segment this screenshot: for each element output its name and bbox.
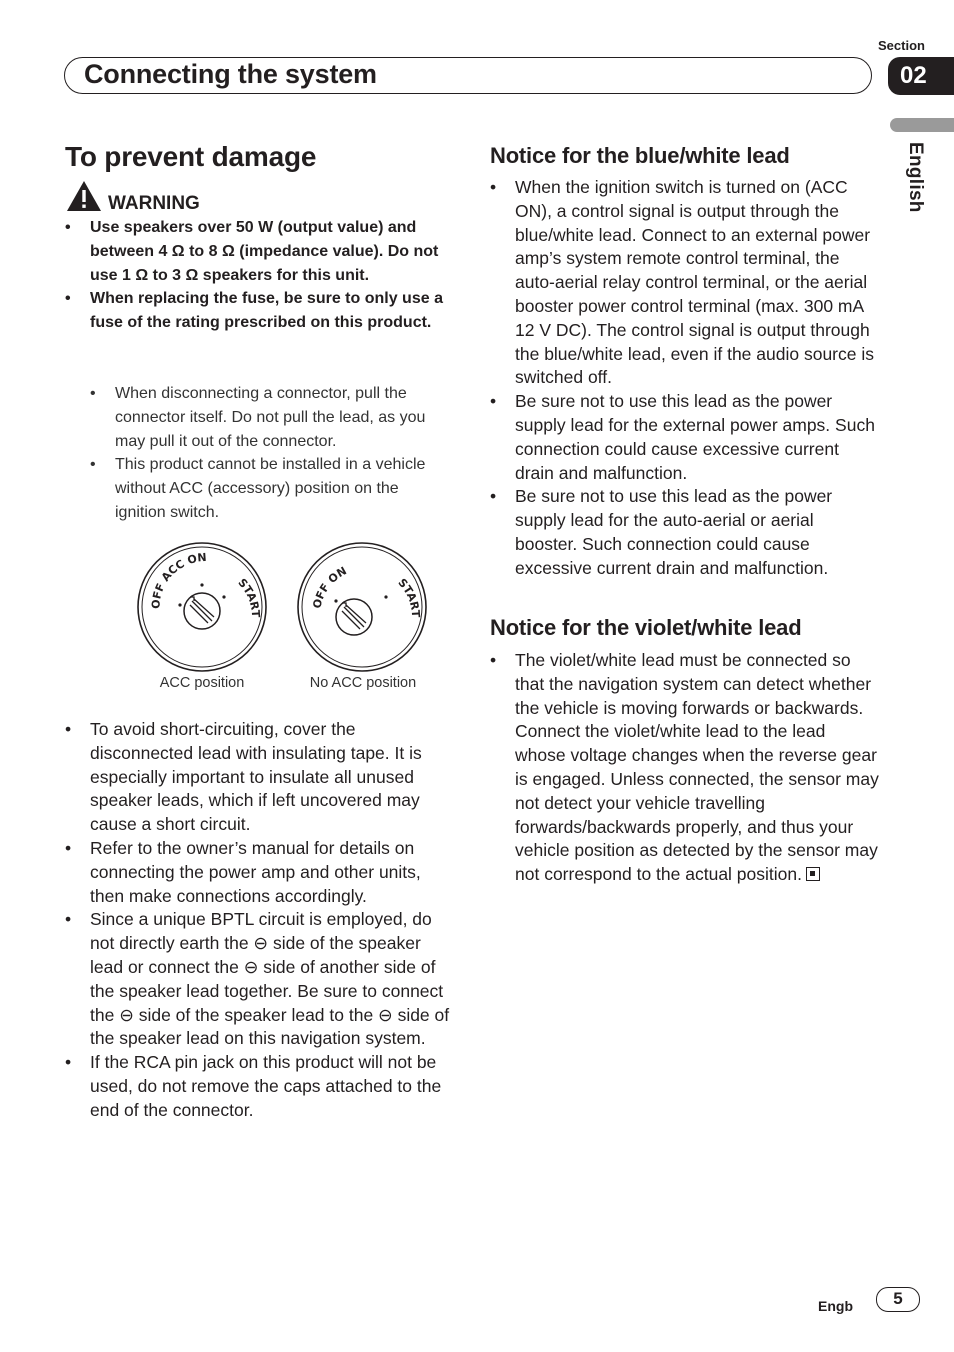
no-acc-switch-label-start: START (395, 576, 423, 618)
end-of-section-icon (806, 867, 820, 881)
warning-sub-list (115, 382, 450, 525)
svg-text:START (395, 576, 422, 618)
page-title: Connecting the system (84, 59, 377, 89)
warning-sub-item: • This product cannot be installed in a vehicle without ACC (accessory) position on the ignition switch. (115, 453, 450, 524)
acc-switch-label-off-acc: OFF ACC ON (149, 550, 208, 610)
ignition-switch-figure (130, 535, 440, 680)
section-number-badge: 02 (888, 57, 954, 95)
warning-sub-item: • When disconnecting a connector, pull the connector itself. Do not pull the lead, as you may pull it out of the connector. (115, 382, 450, 453)
warning-list (90, 216, 460, 335)
warning-item: • Use speakers over 50 W (output value) and between 4 Ω to 8 Ω (impedance value). Do not use 1 Ω to 3 Ω speakers for this unit. (90, 216, 460, 287)
acc-position-switch-icon (138, 543, 266, 671)
caption-acc-position: ACC position (159, 675, 245, 691)
list-item-text: The violet/white lead must be connected so that the navigation system can detect whether the vehicle is moving forwards or backwards. Connect the violet/white lead to the lead whose voltage changes when the reverse gear is engaged. Unless connected, the sensor may not detect your vehicle travelling forwards/backwards properly, and thus your vehicle position as detected by the sensor may not correspond to the actual position. (515, 650, 879, 885)
footer-language-code: Engb (818, 1298, 853, 1314)
list-item: • Be sure not to use this lead as the power supply lead for the auto-aerial or aerial booster. Such connection could cause excessive current drain and malfunction. (515, 485, 879, 580)
list-item: • Refer to the owner’s manual for details on connecting the power amp and other units, then make connections accordingly. (90, 837, 452, 908)
list-item: • When the ignition switch is turned on (ACC ON), a control signal is output through the blue/white lead. Connect to an external power amp’s system remote control terminal, the auto-aerial relay control terminal, or the aerial booster power control terminal (max. 300 mA 12 V DC). The control signal is output through the blue/white lead, even if the audio source is switched off. (515, 176, 879, 390)
heading-blue-white-lead: Notice for the blue/white lead (490, 143, 790, 168)
acc-switch-label-start: START (235, 576, 263, 618)
precaution-list (90, 718, 452, 1123)
language-tab (890, 118, 954, 132)
warning-label: WARNING (108, 193, 200, 214)
list-item (515, 649, 879, 887)
language-label: English (905, 142, 926, 213)
page-number: 5 (876, 1287, 920, 1312)
list-item: • If the RCA pin jack on this product will not be used, do not remove the caps attached to the end of the connector. (90, 1051, 452, 1122)
list-item: • To avoid short-circuiting, cover the disconnected lead with insulating tape. It is especially important to insulate all unused speaker leads, which if left uncovered may cause a short circuit. (90, 718, 452, 837)
list-item: • Since a unique BPTL circuit is employed, do not directly earth the ⊖ side of the speaker lead or connect the ⊖ side of another side of the speaker lead together. Be sure to connect the ⊖ side of the speaker lead to the ⊖ side of the speaker lead on this navigation system. (90, 908, 452, 1051)
heading-to-prevent-damage: To prevent damage (65, 141, 317, 172)
no-acc-switch-label-off-on: OFF ON (310, 564, 349, 610)
warning-icon (66, 180, 102, 212)
violet-white-lead-list (515, 649, 879, 887)
caption-no-acc-position: No ACC position (309, 675, 417, 691)
blue-white-lead-list (515, 176, 879, 581)
warning-item: • When replacing the fuse, be sure to only use a fuse of the rating prescribed on this product. (90, 287, 460, 335)
heading-violet-white-lead: Notice for the violet/white lead (490, 615, 802, 640)
no-acc-position-switch-icon (298, 543, 426, 671)
list-item: • Be sure not to use this lead as the power supply lead for the external power amps. Such connection could cause excessive current drain and malfunction. (515, 390, 879, 485)
svg-text:START (235, 576, 262, 618)
section-label: Section (878, 38, 925, 53)
